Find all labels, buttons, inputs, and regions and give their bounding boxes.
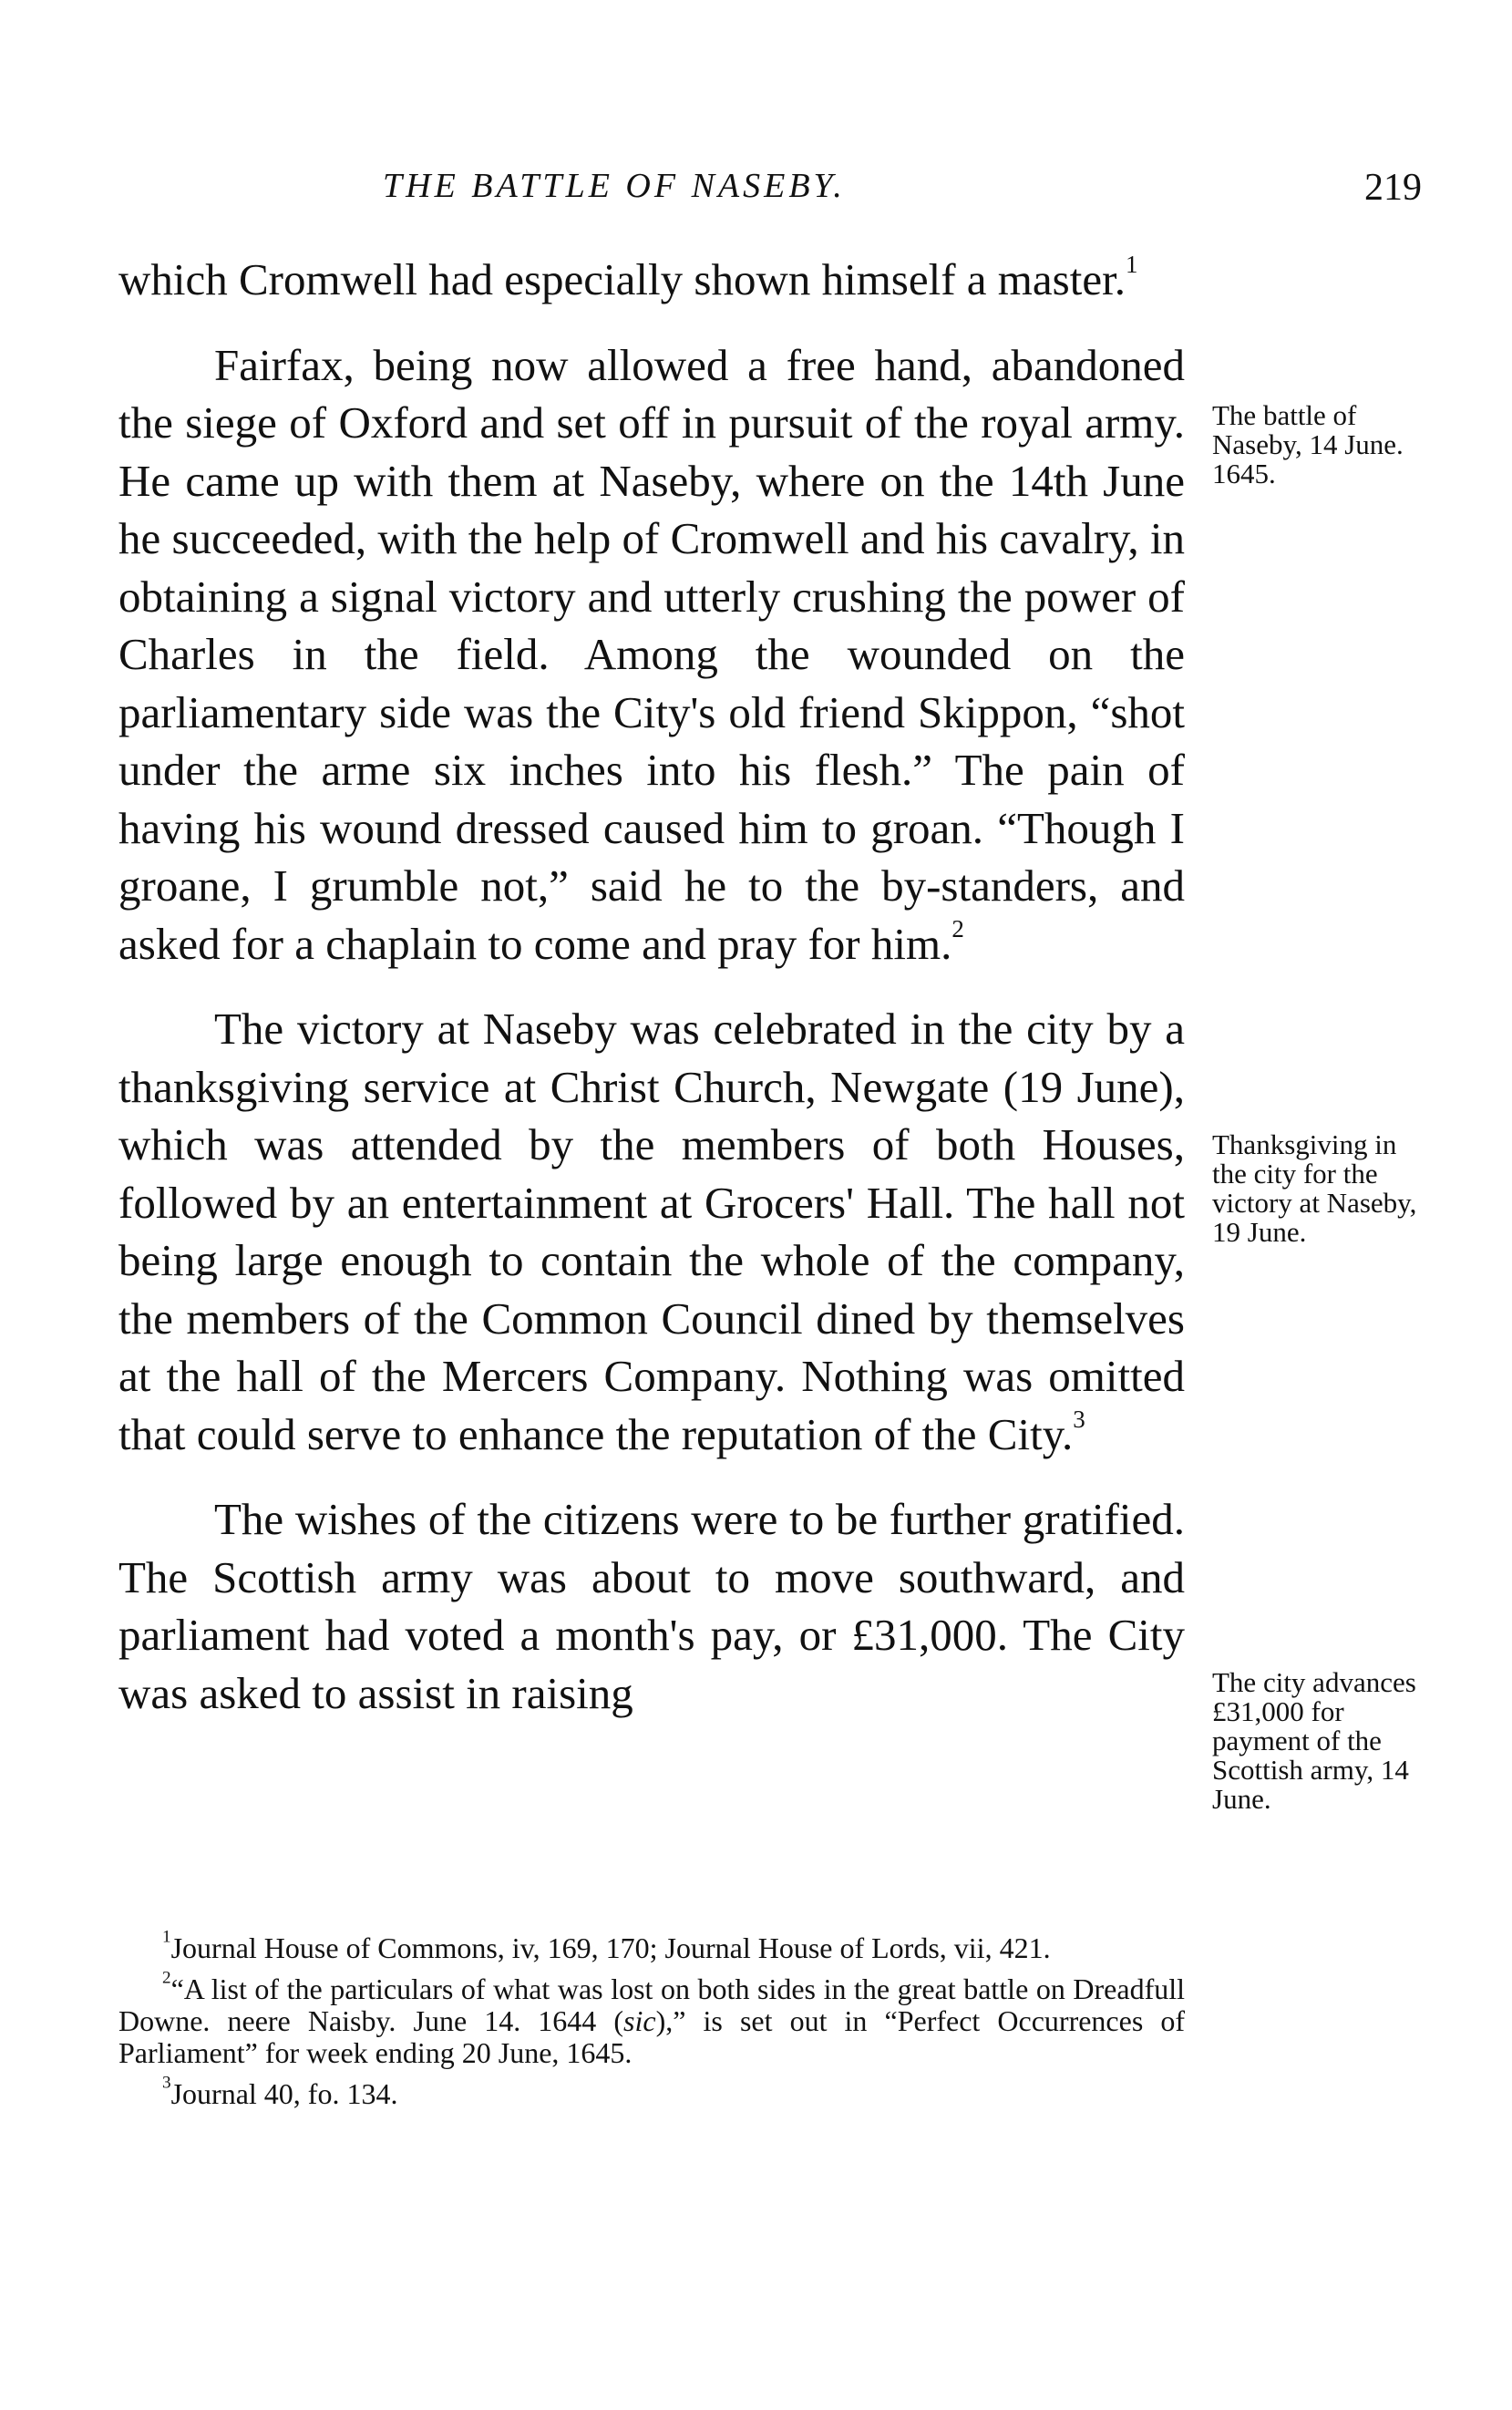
footnote-text: Journal House of Commons, iv, 169, 170; Journal House of Lords, vii, 421. — [170, 1931, 1051, 1964]
footnote-text: Journal 40, fo. 134. — [170, 2077, 398, 2110]
footnote-text: “A list of the particulars of what was lost on both sides in the great battle on Dreadfull Downe. neere Naisby. June 14. 1644 ( — [118, 1972, 1185, 2037]
footnote-3 — [118, 2073, 1185, 2110]
footnote-ref: 2 — [951, 914, 964, 942]
footnote-text: ),” is set out in “Perfect Occurrences of Parliament” for week ending 20 June, 1645. — [118, 2004, 1186, 2069]
footnote-1 — [118, 1927, 1185, 1964]
paragraph-4 — [118, 1490, 1185, 1722]
footnote-ref: 3 — [1073, 1405, 1085, 1433]
footnotes — [118, 1927, 1186, 2119]
footnote-sic: sic — [623, 2004, 656, 2037]
running-title: THE BATTLE OF NASEBY. — [383, 167, 846, 205]
paragraph-1 — [118, 251, 1185, 309]
footnote-mark: 2 — [162, 1968, 171, 1988]
footnote-mark: 1 — [162, 1927, 171, 1947]
footnote-ref: 1 — [1125, 250, 1138, 278]
paragraph-text: The wishes of the citizens were to be further gratified. The Scottish army was about to move southward, and parliament had voted a month's pay, or £31,000. The City was asked to assist in raising — [118, 1494, 1185, 1718]
margin-note-battle-of-naseby: The battle of Naseby, 14 June. 1645. — [1212, 399, 1404, 489]
paragraph-text: which Cromwell had especially shown himself a master. — [118, 254, 1126, 304]
page-number: 219 — [1364, 167, 1422, 209]
paragraph-3 — [118, 1000, 1185, 1463]
footnote-2 — [118, 1968, 1186, 2069]
paragraph-2 — [118, 336, 1185, 973]
main-text — [118, 251, 1185, 1749]
margin-note-city-advances: The city advances £31,000 for payment of the Scottish army, 14 June. — [1212, 1666, 1416, 1815]
paragraph-text: The victory at Naseby was celebrated in the city by a thanksgiving service at Christ Church, Newgate (19 June), which was attended by the members of both Houses, followed by an entertainment at Grocers' Hall. The hall not being large enough to contain the whole of the company, the members of the Common Council dined by themselves at the hall of the Mercers Company. Nothing was omitted that could serve to enhance the reputation of the City. — [118, 1004, 1185, 1459]
footnote-mark: 3 — [162, 2073, 171, 2093]
running-head — [118, 166, 1422, 221]
margin-note-thanksgiving: Thanksgiving in the city for the victory at Naseby, 19 June. — [1212, 1128, 1417, 1248]
paragraph-text: Fairfax, being now allowed a free hand, abandoned the siege of Oxford and set off in pursuit of the royal army. He came up with them at Naseby, where on the 14th June he succeeded, with the help of Cromwell and his cavalry, in obtaining a signal victory and utterly crushing the power of Charles in the field. Among the wounded on the parliamentary side was the City's old friend Skippon, “shot under the arme six inches into his flesh.” The pain of having his wound dressed caused him to groan. “Though I groane, I grumble not,” said he to the by-standers, and asked for a chaplain to come and pray for him. — [118, 339, 1185, 969]
